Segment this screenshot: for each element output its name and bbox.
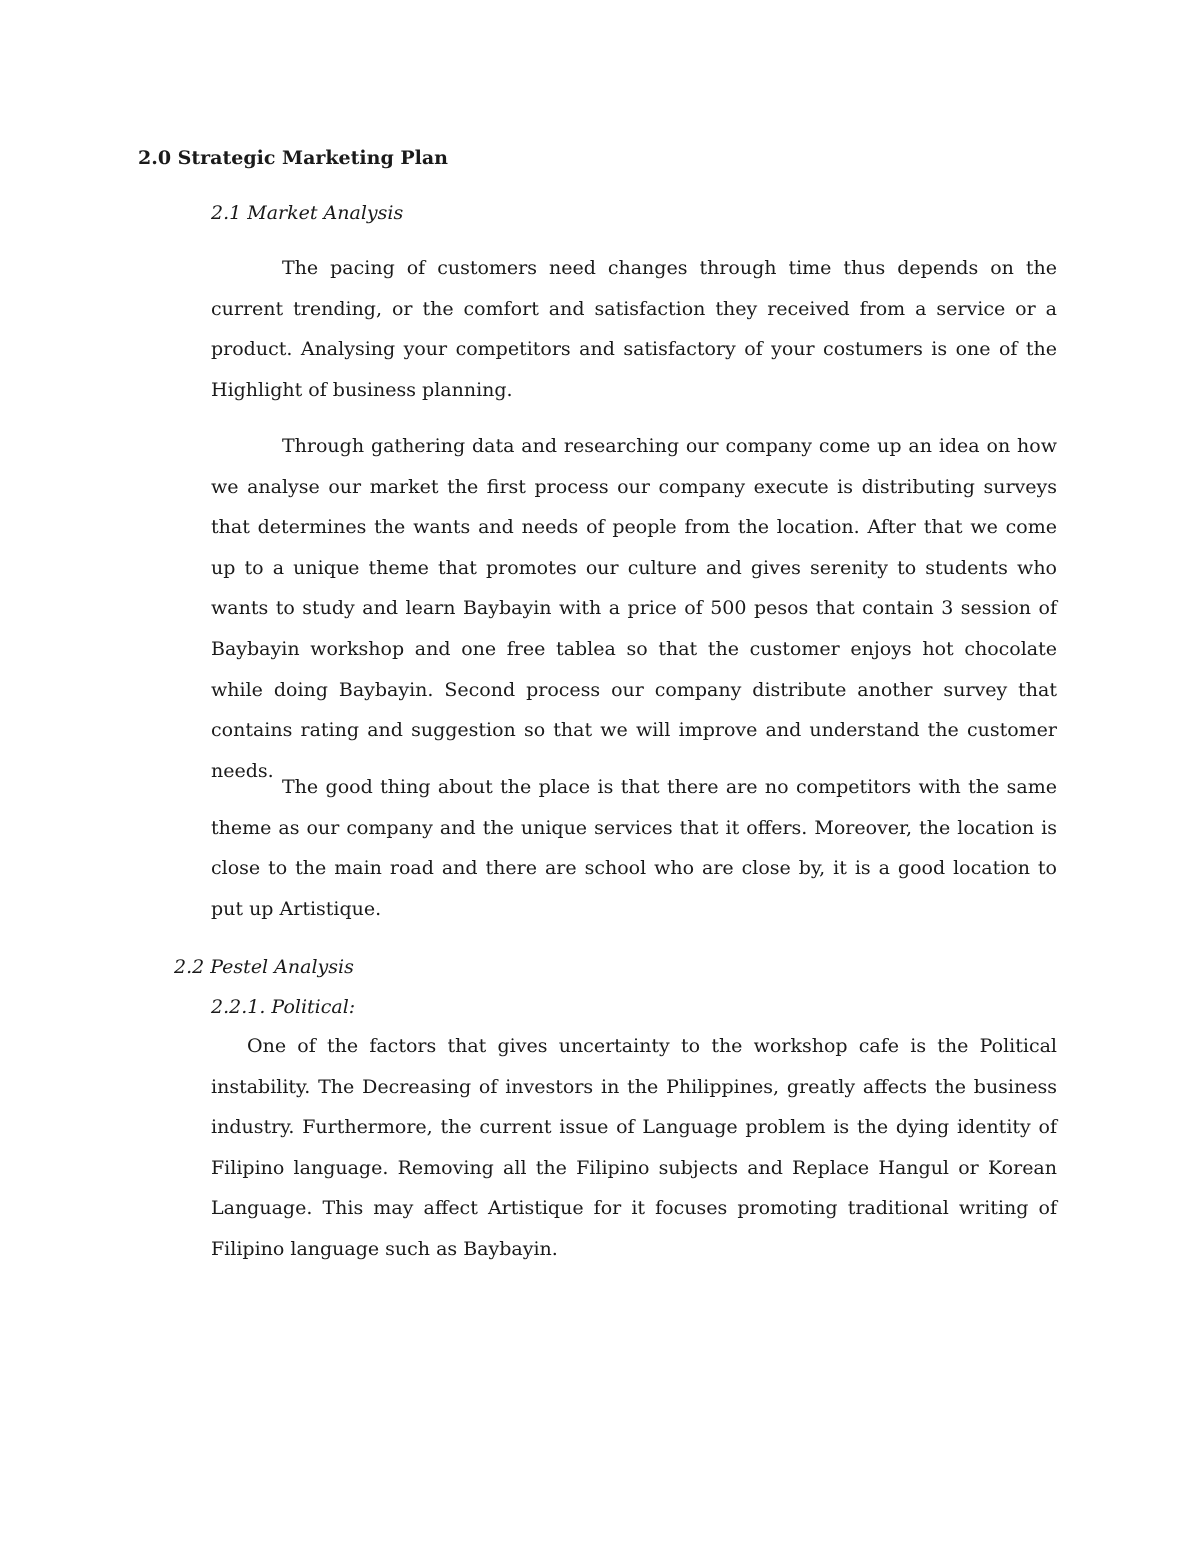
market-analysis-paragraph-1: The pacing of customers need changes through time thus depends on the current trending, or the comfort and satisfaction they received from a service or a product. Analysing your competitors and satisfactory of your costumers is one of the Highlight of business planning. (211, 257, 1057, 401)
market-analysis-paragraph-3: The good thing about the place is that there are no competitors with the same theme as our company and the unique services that it offers. Moreover, the location is close to the main road and there are school who are close by, it is a good location to put up Artistique. (211, 776, 1057, 920)
section-title-pestel-analysis: 2.2 Pestel Analysis (174, 956, 354, 978)
political-paragraph: One of the factors that gives uncertainty to the workshop cafe is the Political instability. The Decreasing of investors in the Philippines, greatly affects the business industry. Furthermore, the current issue of Language problem is the dying identity of Filipino language. Removing all the Filipino subjects and Replace Hangul or Korean Language. This may affect Artistique for it focuses promoting traditional writing of Filipino language such as Baybayin. (211, 1035, 1057, 1260)
section-title-market-analysis: 2.1 Market Analysis (211, 202, 404, 224)
main-heading: 2.0 Strategic Marketing Plan (138, 147, 448, 169)
subsection-title-political: 2.2.1. Political: (211, 996, 356, 1018)
market-analysis-paragraph-2: Through gathering data and researching our company come up an idea on how we analyse our market the first process our company execute is distributing surveys that determines the wants and needs of people from the location. After that we come up to a unique theme that promotes our culture and gives serenity to students who wants to study and learn Baybayin with a price of 500 pesos that contain 3 session of Baybayin workshop and one free tablea so that the customer enjoys hot chocolate while doing Baybayin. Second process our company distribute another survey that contains rating and suggestion so that we will improve and understand the customer needs. (211, 435, 1057, 782)
